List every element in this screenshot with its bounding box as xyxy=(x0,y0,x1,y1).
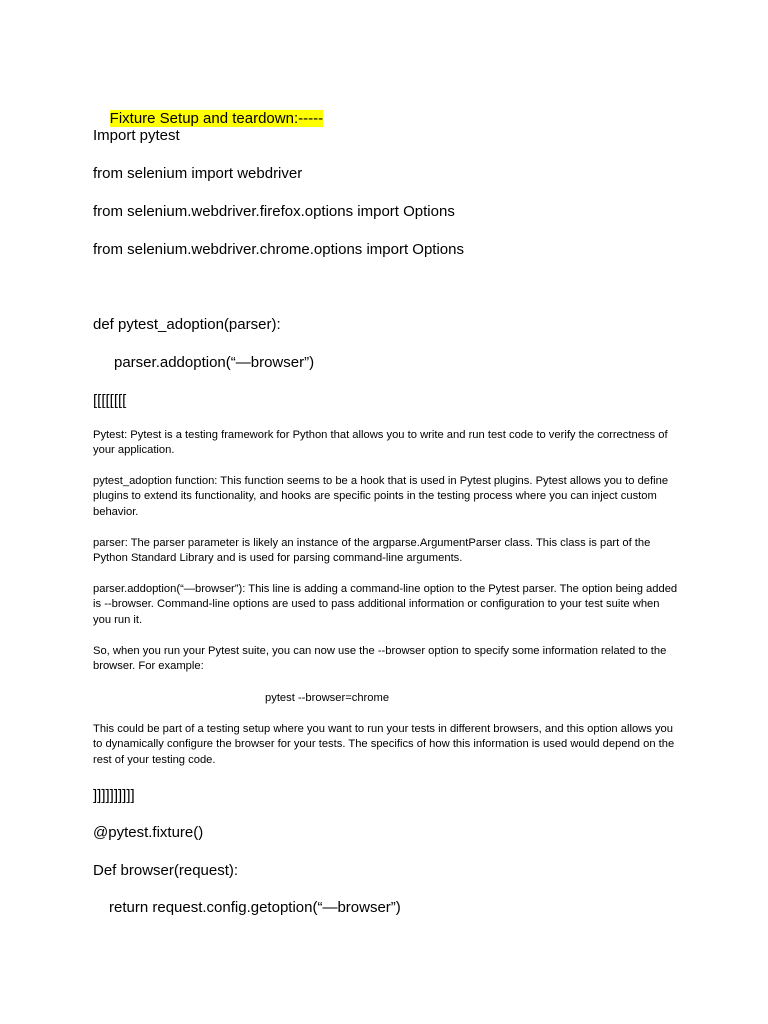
code-line-addoption: parser.addoption(“—browser”) xyxy=(114,354,315,371)
code-line-import-webdriver: from selenium import webdriver xyxy=(93,165,303,182)
code-line-import-pytest: Import pytest xyxy=(93,127,180,144)
paragraph-pytest: Pytest: Pytest is a testing framework for Python that allows you to write and run test code to verify the correctness of your application. xyxy=(93,429,668,457)
code-line-decorator: @pytest.fixture() xyxy=(93,824,204,841)
paragraph-addoption: parser.addoption(“—browser”): This line is adding a command-line option to the Pytest parser. The option being added is --browser. Command-line options are used to pass additional information or configuration to your test suite when you run it. xyxy=(93,583,678,626)
code-line-return: return request.config.getoption(“—browser”) xyxy=(109,899,401,916)
paragraph-closing: This could be part of a testing setup where you want to run your tests in different browsers, and this option allows you to dynamically configure the browser for your tests. The specifics of how this information is used would depend on the rest of your testing code. xyxy=(93,723,675,766)
code-line-import-chrome-options: from selenium.webdriver.chrome.options import Options xyxy=(93,241,464,258)
paragraph-parser: parser: The parser parameter is likely an instance of the argparse.ArgumentParser class. This class is part of the Python Standard Library and is used for parsing command-line arguments. xyxy=(93,537,651,565)
heading-highlight: Fixture Setup and teardown:----- xyxy=(109,110,324,127)
code-line-def-browser: Def browser(request): xyxy=(93,862,239,879)
paragraph-adoption-function: pytest_adoption function: This function seems to be a hook that is used in Pytest plugins. Pytest allows you to define plugins to extend its functionality, and hooks are specific points in the testing process where you can inject custom behavior. xyxy=(93,475,669,518)
open-brackets: [[[[[[[[ xyxy=(93,392,127,409)
paragraph-run-suite: So, when you run your Pytest suite, you can now use the --browser option to specify some information related to the browser. For example: xyxy=(93,645,667,673)
close-brackets: ]]]]]]]]]] xyxy=(93,787,135,804)
code-line-def-adoption: def pytest_adoption(parser): xyxy=(93,316,281,333)
code-line-import-firefox-options: from selenium.webdriver.firefox.options import Options xyxy=(93,203,455,220)
example-command: pytest --browser=chrome xyxy=(265,692,390,704)
